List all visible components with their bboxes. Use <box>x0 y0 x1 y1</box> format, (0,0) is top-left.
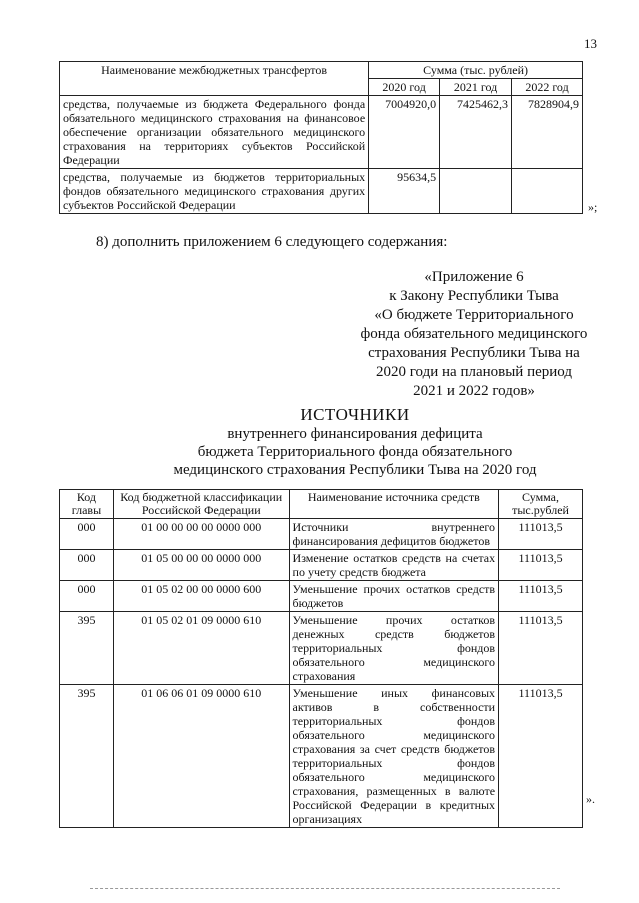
source-sum: 111013,5 <box>499 519 583 550</box>
source-name: Уменьшение прочих остатков средств бюджетов <box>289 581 499 612</box>
source-code: 000 <box>60 519 114 550</box>
sources-title-line: внутреннего финансирования дефицита <box>227 426 483 442</box>
appendix-line: к Закону Республики Тыва <box>389 288 559 304</box>
sources-header-classification: Код бюджетной классификации Российской Федерации <box>113 490 289 519</box>
amendment-text: 8) дополнить приложением 6 следующего содержания: <box>96 234 448 250</box>
transfer-value-2020: 7004920,0 <box>369 96 440 169</box>
sources-title <box>60 405 639 479</box>
appendix-line: 2020 годи на плановый период <box>376 364 572 380</box>
table-row <box>60 519 583 550</box>
page-number: 13 <box>584 36 597 51</box>
sources-title-main: ИСТОЧНИКИ <box>300 405 410 424</box>
sources-title-line: медицинского страхования Республики Тыва на 2020 год <box>173 462 537 478</box>
table-row <box>60 581 583 612</box>
sources-title-line: бюджета Территориального фонда обязательного <box>197 444 513 460</box>
transfers-header-name: Наименование межбюджетных трансфертов <box>60 62 369 96</box>
transfer-name: средства, получаемые из бюджета Федерального фонда обязательного медицинского страхования на финансовое обеспечение организации обязательного медицинского страхования на территориях субъектов Российской Федерации <box>60 96 369 169</box>
transfers-year-2020: 2020 год <box>369 79 440 96</box>
source-sum: 111013,5 <box>499 581 583 612</box>
sources-table <box>59 489 583 828</box>
source-classification: 01 05 02 00 00 0000 600 <box>113 581 289 612</box>
table-row <box>60 96 583 169</box>
table-row <box>60 550 583 581</box>
source-name: Уменьшение прочих остатков денежных средств бюджетов территориальных фондов обязательного медицинского страхования <box>289 612 499 685</box>
transfers-header-sum: Сумма (тыс. рублей) <box>369 62 583 79</box>
sources-header-sum: Сумма, тыс.рублей <box>499 490 583 519</box>
source-classification: 01 05 00 00 00 0000 000 <box>113 550 289 581</box>
transfers-closing-quote: »; <box>588 200 598 214</box>
appendix-heading <box>340 268 608 401</box>
transfers-year-2021: 2021 год <box>440 79 512 96</box>
transfers-year-2022: 2022 год <box>512 79 583 96</box>
appendix-line: страхования Республики Тыва на <box>368 345 580 361</box>
transfer-value-2021 <box>440 169 512 214</box>
source-classification: 01 00 00 00 00 0000 000 <box>113 519 289 550</box>
source-sum: 111013,5 <box>499 612 583 685</box>
source-code: 000 <box>60 550 114 581</box>
transfer-value-2022 <box>512 169 583 214</box>
table-row <box>60 612 583 685</box>
transfers-table <box>59 61 583 214</box>
source-code: 000 <box>60 581 114 612</box>
table-row <box>60 169 583 214</box>
table-row <box>60 685 583 828</box>
appendix-line: 2021 и 2022 годов» <box>413 383 535 399</box>
source-sum: 111013,5 <box>499 550 583 581</box>
sources-closing-quote: ». <box>586 792 595 806</box>
appendix-line: «Приложение 6 <box>424 269 524 285</box>
source-classification: 01 05 02 01 09 0000 610 <box>113 612 289 685</box>
source-code: 395 <box>60 612 114 685</box>
appendix-line: «О бюджете Территориального <box>374 307 574 323</box>
transfer-value-2022: 7828904,9 <box>512 96 583 169</box>
appendix-line: фонда обязательного медицинского <box>360 326 588 342</box>
sources-header-code: Код главы <box>60 490 114 519</box>
transfer-value-2020: 95634,5 <box>369 169 440 214</box>
source-code: 395 <box>60 685 114 828</box>
source-name: Источники внутреннего финансирования дефицитов бюджетов <box>289 519 499 550</box>
source-classification: 01 06 06 01 09 0000 610 <box>113 685 289 828</box>
source-sum: 111013,5 <box>499 685 583 828</box>
source-name: Изменение остатков средств на счетах по учету средств бюджета <box>289 550 499 581</box>
footer-divider <box>90 888 560 889</box>
transfer-value-2021: 7425462,3 <box>440 96 512 169</box>
sources-header-name: Наименование источника средств <box>289 490 499 519</box>
source-name: Уменьшение иных финансовых активов в собственности территориальных фондов обязательного медицинского страхования за счет средств бюджетов территориальных фондов обязательного медицинского страхования, размещенных в валюте Российской Федерации в кредитных организациях <box>289 685 499 828</box>
transfer-name: средства, получаемые из бюджетов территориальных фондов обязательного медицинского страхования других субъектов Российской Федерации <box>60 169 369 214</box>
